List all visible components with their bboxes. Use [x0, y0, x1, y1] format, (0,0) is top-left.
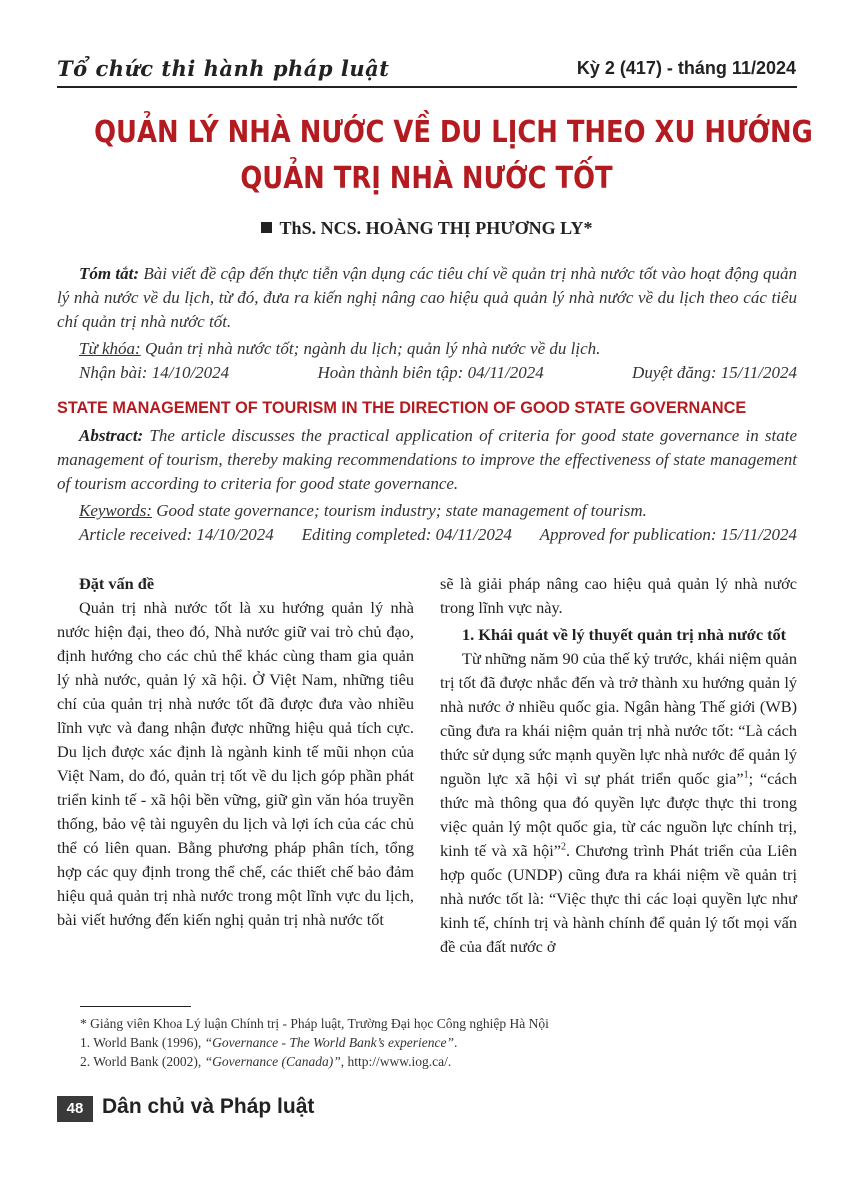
abstract-en-text	[57, 424, 797, 496]
section-1-heading: 1. Khái quát về lý thuyết quản trị nhà nước tốt	[462, 625, 787, 644]
author-line	[0, 218, 853, 239]
abstract-vi-text	[57, 262, 797, 334]
abstract-vi	[57, 262, 797, 385]
intro-heading: Đặt vấn đề	[79, 574, 155, 593]
footnote-1-title: “Governance - The World Bank’s experience”	[204, 1035, 454, 1050]
section-1-text-a: Từ những năm 90 của thế kỷ trước, khái niệm quản trị tốt đã được nhắc đến và trở thành xu hướng quản lý nhà nước ở nhiều quốc gia. Ngân hàng Thế giới (WB) cũng đưa ra khái niệm quản trị nhà nước tốt: “Là cách thức sử dụng sức mạnh quyền lực nhà nước để quản lý nguồn lực xã hội vì sự phát triển quốc gia”	[440, 649, 797, 788]
approved-date-en: Approved for publication: 15/11/2024	[539, 525, 797, 544]
page-number: 48	[57, 1096, 93, 1122]
footnote-2-title: “Governance (Canada)”	[204, 1054, 341, 1069]
footnote-1-suffix: .	[453, 1035, 458, 1050]
dates-vi	[57, 361, 797, 385]
footnote-1-prefix: 1. World Bank (1996),	[80, 1035, 205, 1050]
footnotes	[80, 1014, 800, 1071]
intro-paragraph: Quản trị nhà nước tốt là xu hướng quản lý nhà nước hiện đại, theo đó, Nhà nước giữ vai trò chủ đạo, định hướng cho các chủ thể khác cùng tham gia quản lý nhà nước, quản lý xã hội. Ở Việt Nam, những tiêu chí của quản trị nhà nước tốt đã được đưa vào nhiều lĩnh vực và đang nhận được những hiệu quả tích cực. Du lịch được xác định là ngành kinh tế mũi nhọn của Việt Nam, do đó, quản trị tốt về du lịch góp phần phát triển kinh tế - xã hội bền vững, giữ gìn văn hóa truyền thống, bảo vệ tài nguyên du lịch và lợi ích của các chủ thể có liên quan. Bằng phương pháp phân tích, tổng hợp các quy định trong thể chế, các thiết chế bảo đảm hiệu quả quản trị nhà nước trong một lĩnh vực du lịch, bài viết hướng đến kiến nghị quản trị nhà nước tốt	[57, 598, 414, 929]
footnote-ref-2[interactable]: 2	[560, 841, 566, 853]
abstract-en-label: Abstract:	[79, 426, 144, 445]
issue-label: Kỳ 2 (417) - tháng 11/2024	[576, 58, 796, 78]
edited-date-vi: Hoàn thành biên tập: 04/11/2024	[317, 363, 544, 382]
footnote-2	[80, 1052, 800, 1071]
author-footnote: * Giảng viên Khoa Lý luận Chính trị - Pháp luật, Trường Đại học Công nghiệp Hà Nội	[80, 1016, 549, 1031]
keywords-vi	[57, 337, 797, 361]
keywords-vi-body: Quản trị nhà nước tốt; ngành du lịch; quản lý nhà nước về du lịch.	[140, 339, 601, 358]
edited-date-en: Editing completed: 04/11/2024	[301, 525, 512, 544]
article-title-line-1: QUẢN LÝ NHÀ NƯỚC VỀ DU LỊCH THEO XU HƯỚNG	[94, 115, 813, 150]
intro-paragraph-continued: sẽ là giải pháp nâng cao hiệu quả quản lý nhà nước trong lĩnh vực này.	[440, 574, 797, 617]
magazine-name: Dân chủ và Pháp luật	[102, 1095, 315, 1118]
article-title	[94, 110, 813, 202]
keywords-vi-label: Từ khóa:	[79, 339, 141, 358]
article-title-line-2: QUẢN TRỊ NHÀ NƯỚC TỐT	[240, 161, 613, 196]
footnote-1	[80, 1033, 800, 1052]
section-1-paragraph	[440, 647, 797, 959]
footnote-divider	[80, 1006, 191, 1007]
section-1-text-c: . Chương trình Phát triển của Liên hợp quốc (UNDP) cũng đưa ra khái niệm về quản trị nhà nước tốt là: “Việc thực thi các loại quyền lực như kinh tế, chính trị và hành chính để quản lý tốt mọi vấn đề của đất nước ở	[440, 841, 797, 956]
abstract-en	[57, 424, 797, 547]
footnote-2-suffix: , http://www.iog.ca/.	[340, 1054, 452, 1069]
section-1-text-b: ; “cách thức mà thông qua đó quyền lực được thực thi trong việc quản lý một quốc gia, từ các nguồn lực chính trị, kinh tế và xã hội”	[440, 769, 797, 860]
footnote-2-prefix: 2. World Bank (2002),	[80, 1054, 205, 1069]
abstract-en-body: The article discusses the practical application of criteria for good state governance in state management of tourism, thereby making recommendations to improve the effectiveness of state management of tourism according to criteria for good state governance.	[57, 426, 797, 493]
keywords-en	[57, 499, 797, 523]
square-bullet-icon	[261, 222, 272, 233]
keywords-en-label: Keywords:	[79, 501, 153, 520]
dates-en	[57, 523, 797, 547]
english-title: STATE MANAGEMENT OF TOURISM IN THE DIRECTION OF GOOD STATE GOVERNANCE	[57, 399, 747, 417]
footnote-ref-1[interactable]: 1	[743, 769, 749, 781]
abstract-vi-body: Bài viết đề cập đến thực tiễn vận dụng các tiêu chí về quản trị nhà nước tốt vào hoạt động quản lý nhà nước về du lịch, từ đó, đưa ra kiến nghị nâng cao hiệu quả quản lý nhà nước về du lịch theo các tiêu chí quản trị nhà nước tốt.	[57, 264, 798, 331]
body-column-left	[57, 572, 414, 932]
body-column-right	[440, 572, 797, 959]
abstract-vi-label: Tóm tắt:	[79, 264, 140, 283]
header-divider	[57, 86, 797, 88]
approved-date-vi: Duyệt đăng: 15/11/2024	[632, 363, 797, 382]
keywords-en-body: Good state governance; tourism industry; state management of tourism.	[152, 501, 647, 520]
received-date-vi: Nhận bài: 14/10/2024	[79, 363, 230, 382]
journal-section-name: Tổ chức thi hành pháp luật	[57, 56, 390, 81]
author-name: ThS. NCS. HOÀNG THỊ PHƯƠNG LY*	[279, 218, 593, 238]
received-date-en: Article received: 14/10/2024	[79, 525, 274, 544]
